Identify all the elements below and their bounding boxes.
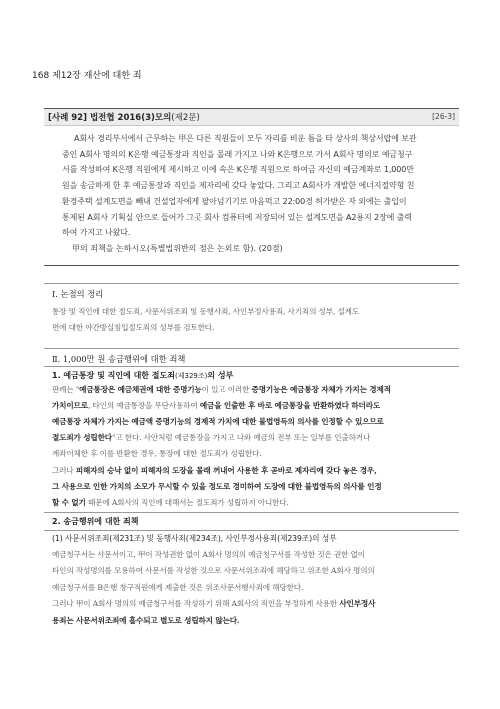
subsection-divider xyxy=(44,366,459,367)
plain-text: 예금청구서는 사문서이고, 甲이 작성권한 없이 A회사 명의의 예금청구서를 작성한 것은 권한 없이 xyxy=(52,550,365,559)
paragraph-line xyxy=(52,432,370,443)
case-line: 서를 작성하여 K은행 직원에게 제시하고 이에 속은 K은행 직원으로 하여금 자신의 예금계좌로 1,000만 xyxy=(62,165,414,175)
subsection-heading xyxy=(52,370,233,381)
paragraph-line xyxy=(52,598,375,609)
case-title-main: [사례 92] 법전협 2016(3)모의 xyxy=(48,113,172,123)
case-question: 甲의 죄책을 논하시오(특별법위반의 점은 논외로 함). (20점) xyxy=(72,243,283,253)
bold-text: 용죄는 사문서위조죄에 흡수되고 별도로 성립하지 않는다. xyxy=(52,615,240,625)
subsection-heading-main: 1. 예금통장 및 직인에 대한 절도죄 xyxy=(52,371,175,380)
bold-text: 할 수 없기 xyxy=(52,497,86,507)
paragraph-line xyxy=(52,416,384,427)
paragraph-line xyxy=(52,497,289,508)
case-box xyxy=(44,108,459,266)
paragraph-line xyxy=(52,549,365,560)
bold-text: 그 사용으로 인한 가치의 소모가 무시할 수 있을 정도로 경미하여 도장에 대한 불법영득의 의사를 인정 xyxy=(52,481,382,491)
bold-text: 예금을 인출한 후 바로 예금통장을 반환하였다 하더라도 xyxy=(199,401,381,411)
bold-text: 가치이므로 xyxy=(52,401,88,411)
bold-text: 증명기능은 예금통장 자체가 가지는 경제적 xyxy=(251,385,391,394)
bold-text: 피해자의 승낙 없이 피해자의 도장을 몰래 꺼내어 사용한 후 곧바로 제자리에 갖다 놓은 경우, xyxy=(75,465,377,475)
bold-text: 절도죄가 성립한다 xyxy=(52,433,112,443)
section1-line: 면에 대한 야간방실침입절도죄의 성부를 검토한다. xyxy=(52,323,215,332)
sub-sub-heading: (1) 사문서위조죄(제231조) 및 동행사죄(제234조), 사인부정사용죄(제239조)의 성부 xyxy=(52,534,337,543)
subsection-heading-tail: 의 성부 xyxy=(207,371,234,380)
paragraph-line xyxy=(52,582,303,593)
case-line: 원을 송금하게 한 후 예금통장과 직인을 제자리에 갖다 놓았다. 그리고 A회사가 개발한 에너지절약형 친 xyxy=(62,181,415,191)
section-title: Ⅰ. 논점의 정리 xyxy=(52,289,104,299)
case-body xyxy=(62,131,452,257)
plain-text: 타인의 작성명의를 모용하여 사문서를 작성한 것으로 사문서위조죄에 해당하고 위조한 A회사 명의의 xyxy=(52,566,375,576)
plain-text: 이 있고 이러한 xyxy=(201,385,252,394)
case-line: 환경주택 설계도면을 빼내 건설업자에게 팔아넘기기로 마음먹고 22:00경 허가받은 자 외에는 출입이 xyxy=(62,196,407,206)
section-divider xyxy=(44,283,459,284)
case-line: 하여 가지고 나왔다. xyxy=(62,228,131,238)
paragraph-line xyxy=(52,400,380,411)
case-line: A회사 경리부서에서 근무하는 甲은 다른 직원들이 모두 자리를 비운 틈을 타 상사의 책상서랍에 보관 xyxy=(74,134,417,143)
plain-text: 때문에 A회사의 직인에 대해서는 절도죄가 성립하지 아니한다. xyxy=(85,497,289,507)
plain-text: , 타인의 예금통장을 무단사용하여 xyxy=(87,401,200,411)
bold-text: 사인부정사 xyxy=(339,599,376,609)
case-line: 중인 A회사 명의의 K은행 예금통장과 직인을 몰래 가지고 나와 K은행으로 가서 A회사 명의로 예금청구 xyxy=(62,149,413,159)
plain-text: 그러나 xyxy=(52,465,76,475)
paragraph-line xyxy=(52,384,391,395)
bold-text: 예금통장은 예금채권에 대한 증명기능 xyxy=(79,385,202,394)
plain-text: 계좌이체한 후 이를 반환한 경우, 통장에 대한 절도죄가 성립한다. xyxy=(52,449,262,459)
paragraph-line xyxy=(52,615,239,626)
bold-text: 예금통장 자체가 가지는 예금액 증명기능의 경제적 가치에 대한 불법영득의 의사를 인정할 수 있으므로 xyxy=(52,417,384,427)
plain-text: 판례는 " xyxy=(52,385,80,394)
section-title: Ⅱ. 1,000만 원 송금행위에 대한 죄책 xyxy=(52,354,186,364)
case-title xyxy=(48,111,200,123)
paragraph-line xyxy=(52,465,377,476)
paragraph-line xyxy=(52,448,261,459)
page-header: 168 제12장 재산에 대한 죄 xyxy=(32,71,142,81)
case-code: [26-3] xyxy=(432,112,455,121)
plain-text: 예금청구서를 B은행 창구직원에게 제출한 것은 위조사문서행사죄에 해당한다. xyxy=(52,582,304,592)
subsection-divider xyxy=(44,530,459,531)
section-divider xyxy=(44,348,459,349)
plain-text: "고 한다. 사안처럼 예금통장을 가지고 나와 예금의 전부 또는 일부를 인출하거나 xyxy=(111,433,371,443)
subsection-divider xyxy=(44,512,459,513)
paragraph-line xyxy=(52,481,382,492)
case-line: 통제된 A회사 기획실 안으로 들어가 그곳 회사 컴퓨터에 저장되어 있는 설계도면을 A2용지 2장에 출력 xyxy=(62,212,412,222)
subsection-heading-article: (제329조) xyxy=(175,372,208,380)
paragraph-line xyxy=(52,565,375,576)
section1-line: 통장 및 직인에 대한 절도죄, 사문서위조죄 및 동행사죄, 사인부정사용죄, 사기죄의 성부, 설계도 xyxy=(52,307,360,316)
subsection-heading: 2. 송금행위에 대한 죄책 xyxy=(52,517,139,526)
plain-text: 그러나 甲이 A회사 명의의 예금청구서를 작성하기 위해 A회사의 직인을 부정하게 사용한 xyxy=(52,599,340,609)
case-title-row xyxy=(44,109,459,126)
case-title-sub: (제2문) xyxy=(171,113,200,123)
